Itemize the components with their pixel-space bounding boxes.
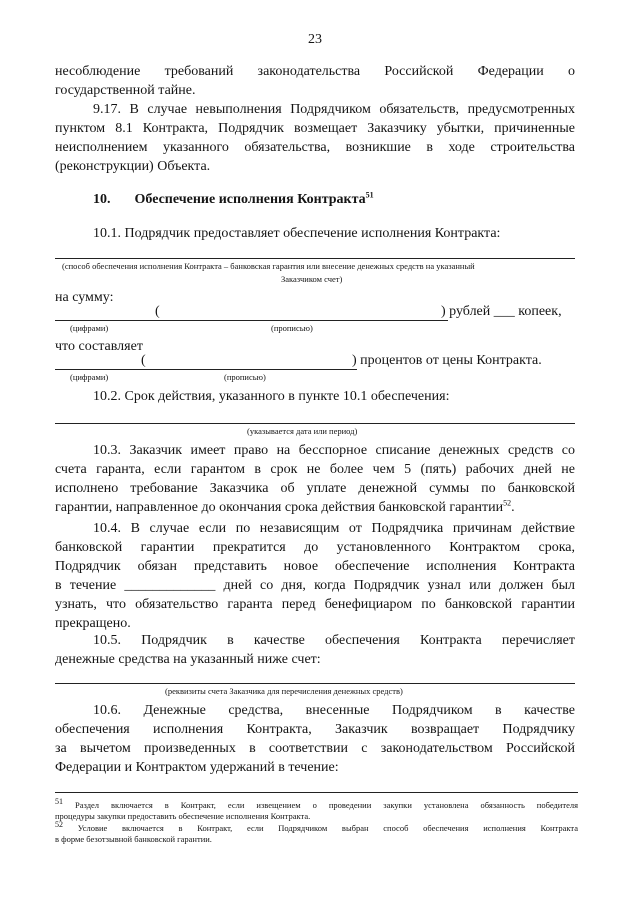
field-caption: (указывается дата или период) (247, 426, 358, 436)
paragraph-line: 10.2. Срок действия, указанного в пункте 10.1 обеспечения: (93, 389, 450, 404)
field-caption: (прописью) (271, 323, 313, 333)
paragraph-line: 10.1. Подрядчик предоставляет обеспечение исполнения Контракта: (93, 226, 501, 241)
paragraph-line: Подрядчик обязан представить новое обеспечение исполнения Контракта (55, 559, 575, 574)
paragraph-line: пунктом 8.1 Контракта, Подрядчик возмещает Заказчику убытки, причиненные (55, 121, 575, 136)
paragraph-line: исполнено требование Заказчика об уплате денежной суммы по банковской (55, 481, 575, 496)
field-caption: (реквизиты счета Заказчика для перечисления денежных средств) (165, 686, 403, 696)
field-caption: Заказчиком счет) (281, 274, 343, 284)
paragraph-line: неисполнением указанного обязательства, возникшие в ходе строительства (55, 140, 575, 155)
paragraph-line: 10.6. Денежные средства, внесенные Подрядчиком в качестве (93, 703, 575, 718)
footnote-mark: 51 (55, 797, 63, 807)
fill-in-line (55, 258, 575, 259)
section-title: Обеспечение исполнения Контракта (134, 192, 366, 207)
percent-tail: ) процентов от цены Контракта. (352, 353, 542, 368)
fill-in-line (55, 683, 575, 684)
open-paren: ( (155, 304, 160, 319)
paragraph-line: прекращено. (55, 616, 131, 631)
paragraph-line: 10.5. Подрядчик в качестве обеспечения Контракта перечисляет (93, 633, 575, 648)
section-number: 10. (93, 192, 111, 207)
footnote-ref: 51 (365, 190, 374, 200)
fill-in-line (55, 320, 448, 321)
field-caption: (способ обеспечения исполнения Контракта – банковская гарантия или внесение денежных средств на указанный (62, 261, 475, 271)
footnote-ref: 52 (503, 498, 512, 508)
fill-in-line (55, 423, 575, 424)
paragraph-line: 10.3. Заказчик имеет право на бесспорное списание денежных средств со (93, 443, 575, 458)
paragraph-line: государственной тайне. (55, 83, 196, 98)
paragraph-line: денежные средства на указанный ниже счет: (55, 652, 321, 667)
paragraph-line: несоблюдение требований законодательства Российской Федерации о (55, 64, 575, 79)
paragraph-line: 9.17. В случае невыполнения Подрядчиком обязательств, предусмотренных (93, 102, 575, 117)
paragraph-line: (реконструкции) Объекта. (55, 159, 211, 174)
paragraph-line: обеспечения исполнения Контракта, Заказчик возвращает Подрядчику (55, 722, 575, 737)
footnote-51: $^{51}$ Раздел включается в Контракт, если извещением о проведении закупки установлена обязанность победителя процедуры закупки предоставить обеспечение исполнения Контракта. (55, 797, 578, 821)
amount-tail: ) рублей ___ копеек, (441, 304, 562, 319)
paragraph-line: гарантии, направленное до окончания срока действия банковской гарантии$^{52}$. (55, 498, 515, 515)
paragraph-line: банковской гарантии прекратится до установленного Контрактом срока, (55, 540, 575, 555)
field-caption: (прописью) (224, 372, 266, 382)
amount-label: на сумму: (55, 290, 114, 305)
paragraph-line: счета гаранта, если гарантом в срок не более чем 5 (пять) рабочих дней не (55, 462, 575, 477)
percent-label: что составляет (55, 339, 143, 354)
section-heading (93, 192, 374, 208)
paragraph-line: узнать, что обязательство гаранта перед бенефициаром по банковской гарантии (55, 597, 575, 612)
field-caption: (цифрами) (70, 323, 109, 333)
paragraph-line: в течение _____________ дней со дня, когда Подрядчик узнал или должен был (55, 578, 575, 593)
page-number: 23 (308, 32, 322, 47)
field-caption: (цифрами) (70, 372, 109, 382)
footnote-52: $^{52}$ Условие включается в Контракт, если Подрядчиком выбран способ обеспечения исполнения Контракта в форме безотзывной банковской гарантии. (55, 820, 578, 844)
paragraph-line: 10.4. В случае если по независящим от Подрядчика причинам действие (93, 521, 575, 536)
fill-in-line (55, 369, 357, 370)
footnote-separator (55, 792, 578, 793)
paragraph-line: Федерации и Контрактом удержаний в течение: (55, 760, 339, 775)
footnote-mark: 52 (55, 820, 63, 830)
paragraph-line: за вычетом произведенных в соответствии с законодательством Российской (55, 741, 575, 756)
open-paren: ( (141, 353, 146, 368)
